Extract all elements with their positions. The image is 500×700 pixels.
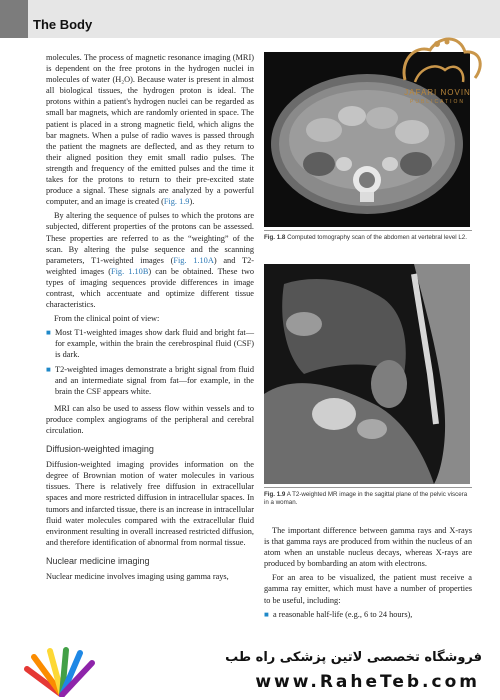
right-column-text bbox=[264, 525, 472, 626]
watermark-name: JAFARI NOVIN bbox=[404, 88, 471, 97]
paragraph-text: ) and T2-weighted images ( bbox=[46, 255, 254, 276]
figure-ref-1-9[interactable]: Fig. 1.9 bbox=[163, 197, 190, 207]
paragraph-text-end: ). bbox=[189, 197, 195, 207]
mri-image bbox=[264, 264, 470, 484]
left-column bbox=[46, 52, 254, 585]
list-item bbox=[46, 327, 254, 360]
paragraph-text: By altering the sequence of pulses to which the protons are subjected, different properties of the protons can be assessed. These properties are referred to as the “weighting” of the scan. By altering the pulse sequence and the scanning parameters, T1-weighted images ( bbox=[46, 211, 254, 265]
bullet-list bbox=[46, 327, 254, 397]
paragraph-mri-flow: MRI can also be used to assess flow within vessels and to produce complex angiograms of the peripheral and cerebral circulation. bbox=[46, 403, 254, 435]
list-item-text: T2-weighted images demonstrate a bright signal from fluid and an intermediate signal from fat—for example, in the brain the CSF appears white. bbox=[55, 364, 254, 396]
bullet-icon: ■ bbox=[46, 364, 51, 374]
figure-ref-1-10b[interactable]: Fig. 1.10B bbox=[111, 266, 149, 276]
paragraph-weighting bbox=[46, 210, 254, 310]
caption-text: Computed tomography scan of the abdomen at vertebral level L2. bbox=[287, 234, 467, 241]
mri-illustration bbox=[264, 264, 470, 484]
list-item bbox=[264, 609, 472, 620]
caption-text: A T2-weighted MR image in the sagittal plane of the pelvic viscera in a woman. bbox=[264, 491, 468, 506]
figure-label: Fig. 1.8 bbox=[264, 234, 286, 241]
header-tab-decor bbox=[0, 0, 28, 38]
figure-label: Fig. 1.9 bbox=[264, 491, 286, 498]
page-title: The Body bbox=[33, 17, 93, 32]
footer-url-link[interactable]: www.RaheTeb.com bbox=[255, 672, 480, 692]
publisher-logo-icon bbox=[385, 30, 490, 90]
paragraph-visualize: For an area to be visualized, the patient must receive a gamma ray emitter, which must have a number of properties to be useful, including: bbox=[264, 573, 472, 605]
section-heading-nuclear: Nuclear medicine imaging bbox=[46, 555, 150, 566]
paragraph-nuclear: Nuclear medicine involves imaging using gamma rays, bbox=[46, 572, 229, 582]
list-item-text: Most T1-weighted images show dark fluid and bright fat—for example, within the brain the cerebrospinal fluid (CSF) is dark. bbox=[55, 328, 254, 360]
footer-store-name: فروشگاه تخصصی لاتین پزشکی راه طب bbox=[225, 650, 482, 665]
paragraph-clinical: From the clinical point of view: bbox=[54, 314, 160, 324]
figure-1-9-caption bbox=[264, 487, 472, 507]
site-footer bbox=[0, 645, 500, 700]
list-item bbox=[46, 364, 254, 397]
paragraph-diffusion: Diffusion-weighted imaging provides information on the degree of Brownian motion of water molecules in various tissues. There is relatively free diffusion in extracellular spaces and more restricted diffusion in intracellular spaces. In tumors and infarcted tissue, there is an increase in intracellular fluid water molecules compared with the extracellular fluid environment resulting in overall increased restricted diffusion, and therefore identification of abnormal from normal tissue. bbox=[46, 460, 254, 547]
list-item-text: a reasonable half-life (e.g., 6 to 24 hours), bbox=[273, 609, 413, 619]
paragraph-gamma-xray: The important difference between gamma rays and X-rays is that gamma rays are produced from within the nucleus of an atom when an unstable nucleus decays, whereas X-rays are produced by bombarding an atom with electrons. bbox=[264, 526, 472, 569]
paragraph-mri-intro bbox=[46, 52, 254, 207]
paragraph-text: molecules. The process of magnetic resonance imaging (MRI) is dependent on the free protons in the hydrogen nuclei in molecules of water (H₂O). Because water is present in almost all biological tissues, the hydrogen proton is ideal. The protons within a patient's hydrogen nuclei can be regarded as small bar magnets, which are randomly oriented in space. The patient is placed in a strong magnetic field, which aligns the bar magnets. When a pulse of radio waves is passed through the patient the magnets are deflected, and as they return to their aligned position they emit small radio pulses. The strength and frequency of the emitted pulses and the time it takes for the protons to return to their pre-excited state produce a signal. These signals are analyzed by a powerful computer, and an image is created ( bbox=[46, 53, 254, 207]
figure-ref-1-10a[interactable]: Fig. 1.10A bbox=[173, 255, 214, 265]
figure-1-8-caption bbox=[264, 230, 472, 242]
rainbow-fan-logo-icon bbox=[22, 647, 102, 697]
bullet-list-right bbox=[264, 609, 472, 620]
section-heading-diffusion: Diffusion-weighted imaging bbox=[46, 444, 154, 455]
watermark-subtitle: PUBLICATION bbox=[410, 99, 465, 105]
paragraph-text: ) can be obtained. These two types of imaging sequences provide differences in image contrast, which accentuate and optimize different tissue characteristics. bbox=[46, 266, 254, 310]
publisher-watermark bbox=[385, 30, 490, 125]
bullet-icon: ■ bbox=[46, 328, 51, 338]
bullet-icon: ■ bbox=[264, 609, 269, 619]
